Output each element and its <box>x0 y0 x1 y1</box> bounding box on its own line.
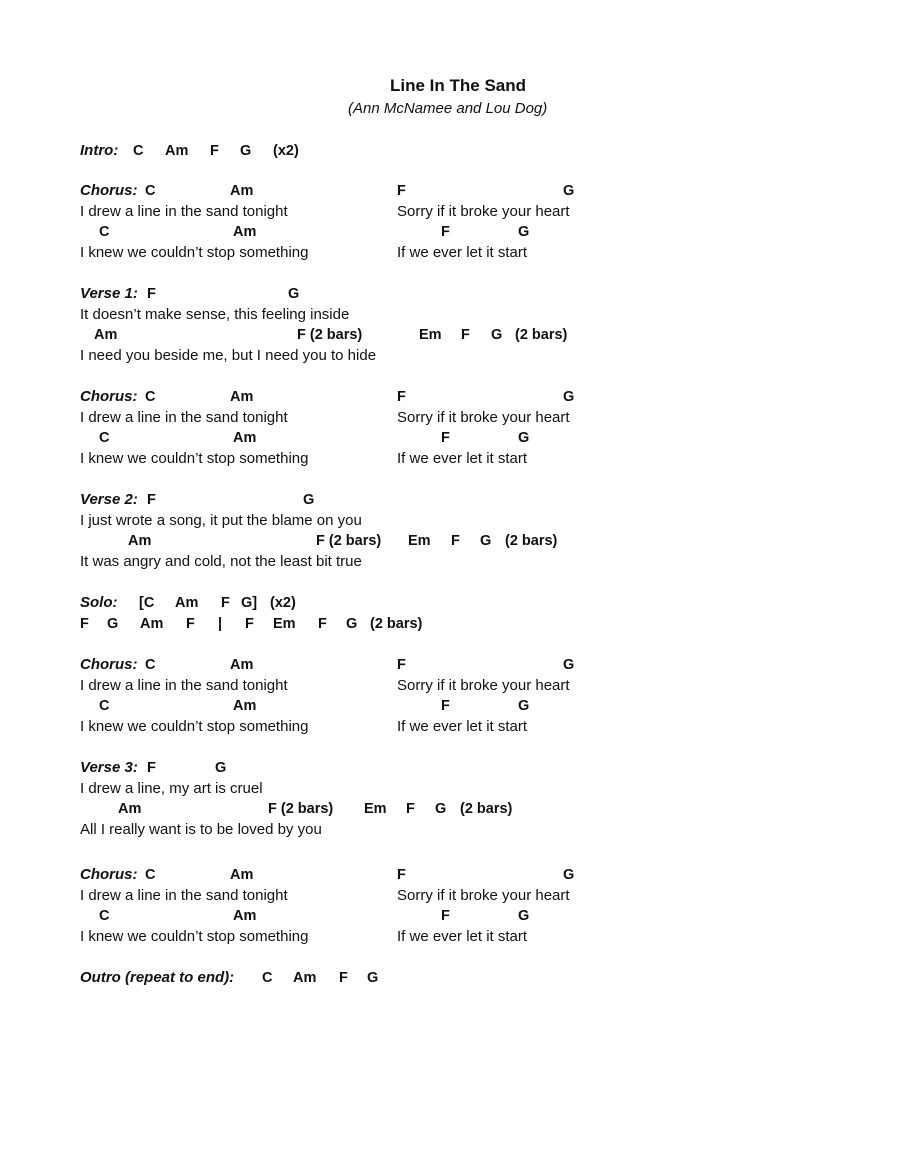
lyric-line: I drew a line in the sand tonight <box>80 203 288 220</box>
section-label-verse: Verse 3: <box>80 759 138 776</box>
lyric-line: I knew we couldn’t stop something <box>80 718 309 735</box>
chord: F <box>441 908 450 924</box>
section-label-chorus: Chorus: <box>80 656 138 673</box>
chord: Am <box>118 801 142 817</box>
lyric-line: I drew a line in the sand tonight <box>80 409 288 426</box>
chord: F <box>186 616 195 632</box>
section-label-verse: Verse 2: <box>80 491 138 508</box>
chord: C <box>145 867 156 883</box>
chord: G <box>518 908 530 924</box>
chord: Am <box>230 657 254 673</box>
chord: G <box>518 430 530 446</box>
lyric-line: I need you beside me, but I need you to hide <box>80 347 377 364</box>
chord: Em <box>419 327 442 343</box>
chord: (x2) <box>270 595 296 611</box>
section-label-chorus: Chorus: <box>80 388 138 405</box>
chord: C <box>145 389 156 405</box>
lyric-line: I drew a line, my art is cruel <box>80 780 263 797</box>
lyric-line: It doesn’t make sense, this feeling inside <box>80 306 350 323</box>
lyric-line: I knew we couldn’t stop something <box>80 928 309 945</box>
chord: F <box>339 970 348 986</box>
chord: (x2) <box>273 143 299 159</box>
chord: C <box>262 970 273 986</box>
chord: | <box>218 616 223 632</box>
chord: C <box>99 908 110 924</box>
chord: F <box>397 389 406 405</box>
chord: Am <box>230 389 254 405</box>
chord: G <box>303 492 315 508</box>
chord: F (2 bars) <box>297 327 363 343</box>
section-label-chorus: Chorus: <box>80 182 138 199</box>
chord: F <box>441 698 450 714</box>
chord: Em <box>273 616 296 632</box>
chord: F <box>210 143 219 159</box>
chord: Am <box>230 183 254 199</box>
chord: (2 bars) <box>515 327 568 343</box>
song-credits: (Ann McNamee and Lou Dog) <box>348 100 548 117</box>
chord: G <box>563 867 575 883</box>
chord: C <box>99 430 110 446</box>
lyric-line: If we ever let it start <box>397 718 528 735</box>
lyric-line: If we ever let it start <box>397 450 528 467</box>
chord: G <box>563 657 575 673</box>
lyric-line: Sorry if it broke your heart <box>397 887 570 904</box>
chord: G <box>215 760 227 776</box>
chord: G <box>563 183 575 199</box>
chord: (2 bars) <box>505 533 558 549</box>
section-label-intro: Intro: <box>80 142 119 159</box>
chord: G <box>480 533 492 549</box>
chord: Am <box>128 533 152 549</box>
chord: Am <box>293 970 317 986</box>
lyric-line: If we ever let it start <box>397 928 528 945</box>
chord: F <box>80 616 89 632</box>
chord: G <box>107 616 119 632</box>
chord: F (2 bars) <box>268 801 334 817</box>
chord: F <box>441 430 450 446</box>
lyric-line: Sorry if it broke your heart <box>397 409 570 426</box>
song-title: Line In The Sand <box>390 76 527 95</box>
chord: F <box>221 595 230 611</box>
chord: G <box>367 970 379 986</box>
chord: Am <box>140 616 164 632</box>
chord: G <box>518 224 530 240</box>
chord: G <box>240 143 252 159</box>
chord: C <box>133 143 144 159</box>
chord: G <box>491 327 503 343</box>
chord: G <box>563 389 575 405</box>
section-label-solo: Solo: <box>80 594 118 611</box>
chord: F <box>397 657 406 673</box>
chord: Am <box>233 698 257 714</box>
chord: Em <box>408 533 431 549</box>
chord: F <box>147 760 156 776</box>
chord: F <box>397 183 406 199</box>
chord: F <box>461 327 470 343</box>
chord: Am <box>233 224 257 240</box>
chord: Am <box>233 430 257 446</box>
lyric-line: It was angry and cold, not the least bit true <box>80 553 362 570</box>
chord: F <box>318 616 327 632</box>
chord: Am <box>175 595 199 611</box>
lyric-line: All I really want is to be loved by you <box>80 821 322 838</box>
chord: F <box>441 224 450 240</box>
chord: G <box>435 801 447 817</box>
chord: G <box>518 698 530 714</box>
lyric-line: I knew we couldn’t stop something <box>80 450 309 467</box>
lyric-line: I knew we couldn’t stop something <box>80 244 309 261</box>
chord: F <box>245 616 254 632</box>
chord: C <box>99 224 110 240</box>
chord: (2 bars) <box>460 801 513 817</box>
section-label-outro: Outro (repeat to end): <box>80 969 235 986</box>
chord: (2 bars) <box>370 616 423 632</box>
chord: G <box>346 616 358 632</box>
chord: F (2 bars) <box>316 533 382 549</box>
chord: F <box>147 492 156 508</box>
lyric-line: I just wrote a song, it put the blame on you <box>80 512 362 529</box>
chord: F <box>397 867 406 883</box>
chord: Am <box>230 867 254 883</box>
section-label-verse: Verse 1: <box>80 285 138 302</box>
chord: F <box>406 801 415 817</box>
lyric-line: If we ever let it start <box>397 244 528 261</box>
lyric-line: I drew a line in the sand tonight <box>80 677 288 694</box>
lyric-line: I drew a line in the sand tonight <box>80 887 288 904</box>
chord: C <box>145 657 156 673</box>
chord: G] <box>241 595 258 611</box>
chord: Am <box>165 143 189 159</box>
chord: G <box>288 286 300 302</box>
chord: F <box>451 533 460 549</box>
chord: C <box>145 183 156 199</box>
chord: Am <box>94 327 118 343</box>
chord: [C <box>139 595 155 611</box>
chord: F <box>147 286 156 302</box>
chord: Am <box>233 908 257 924</box>
lyric-line: Sorry if it broke your heart <box>397 203 570 220</box>
section-label-chorus: Chorus: <box>80 866 138 883</box>
lyric-line: Sorry if it broke your heart <box>397 677 570 694</box>
chord: C <box>99 698 110 714</box>
chord: Em <box>364 801 387 817</box>
